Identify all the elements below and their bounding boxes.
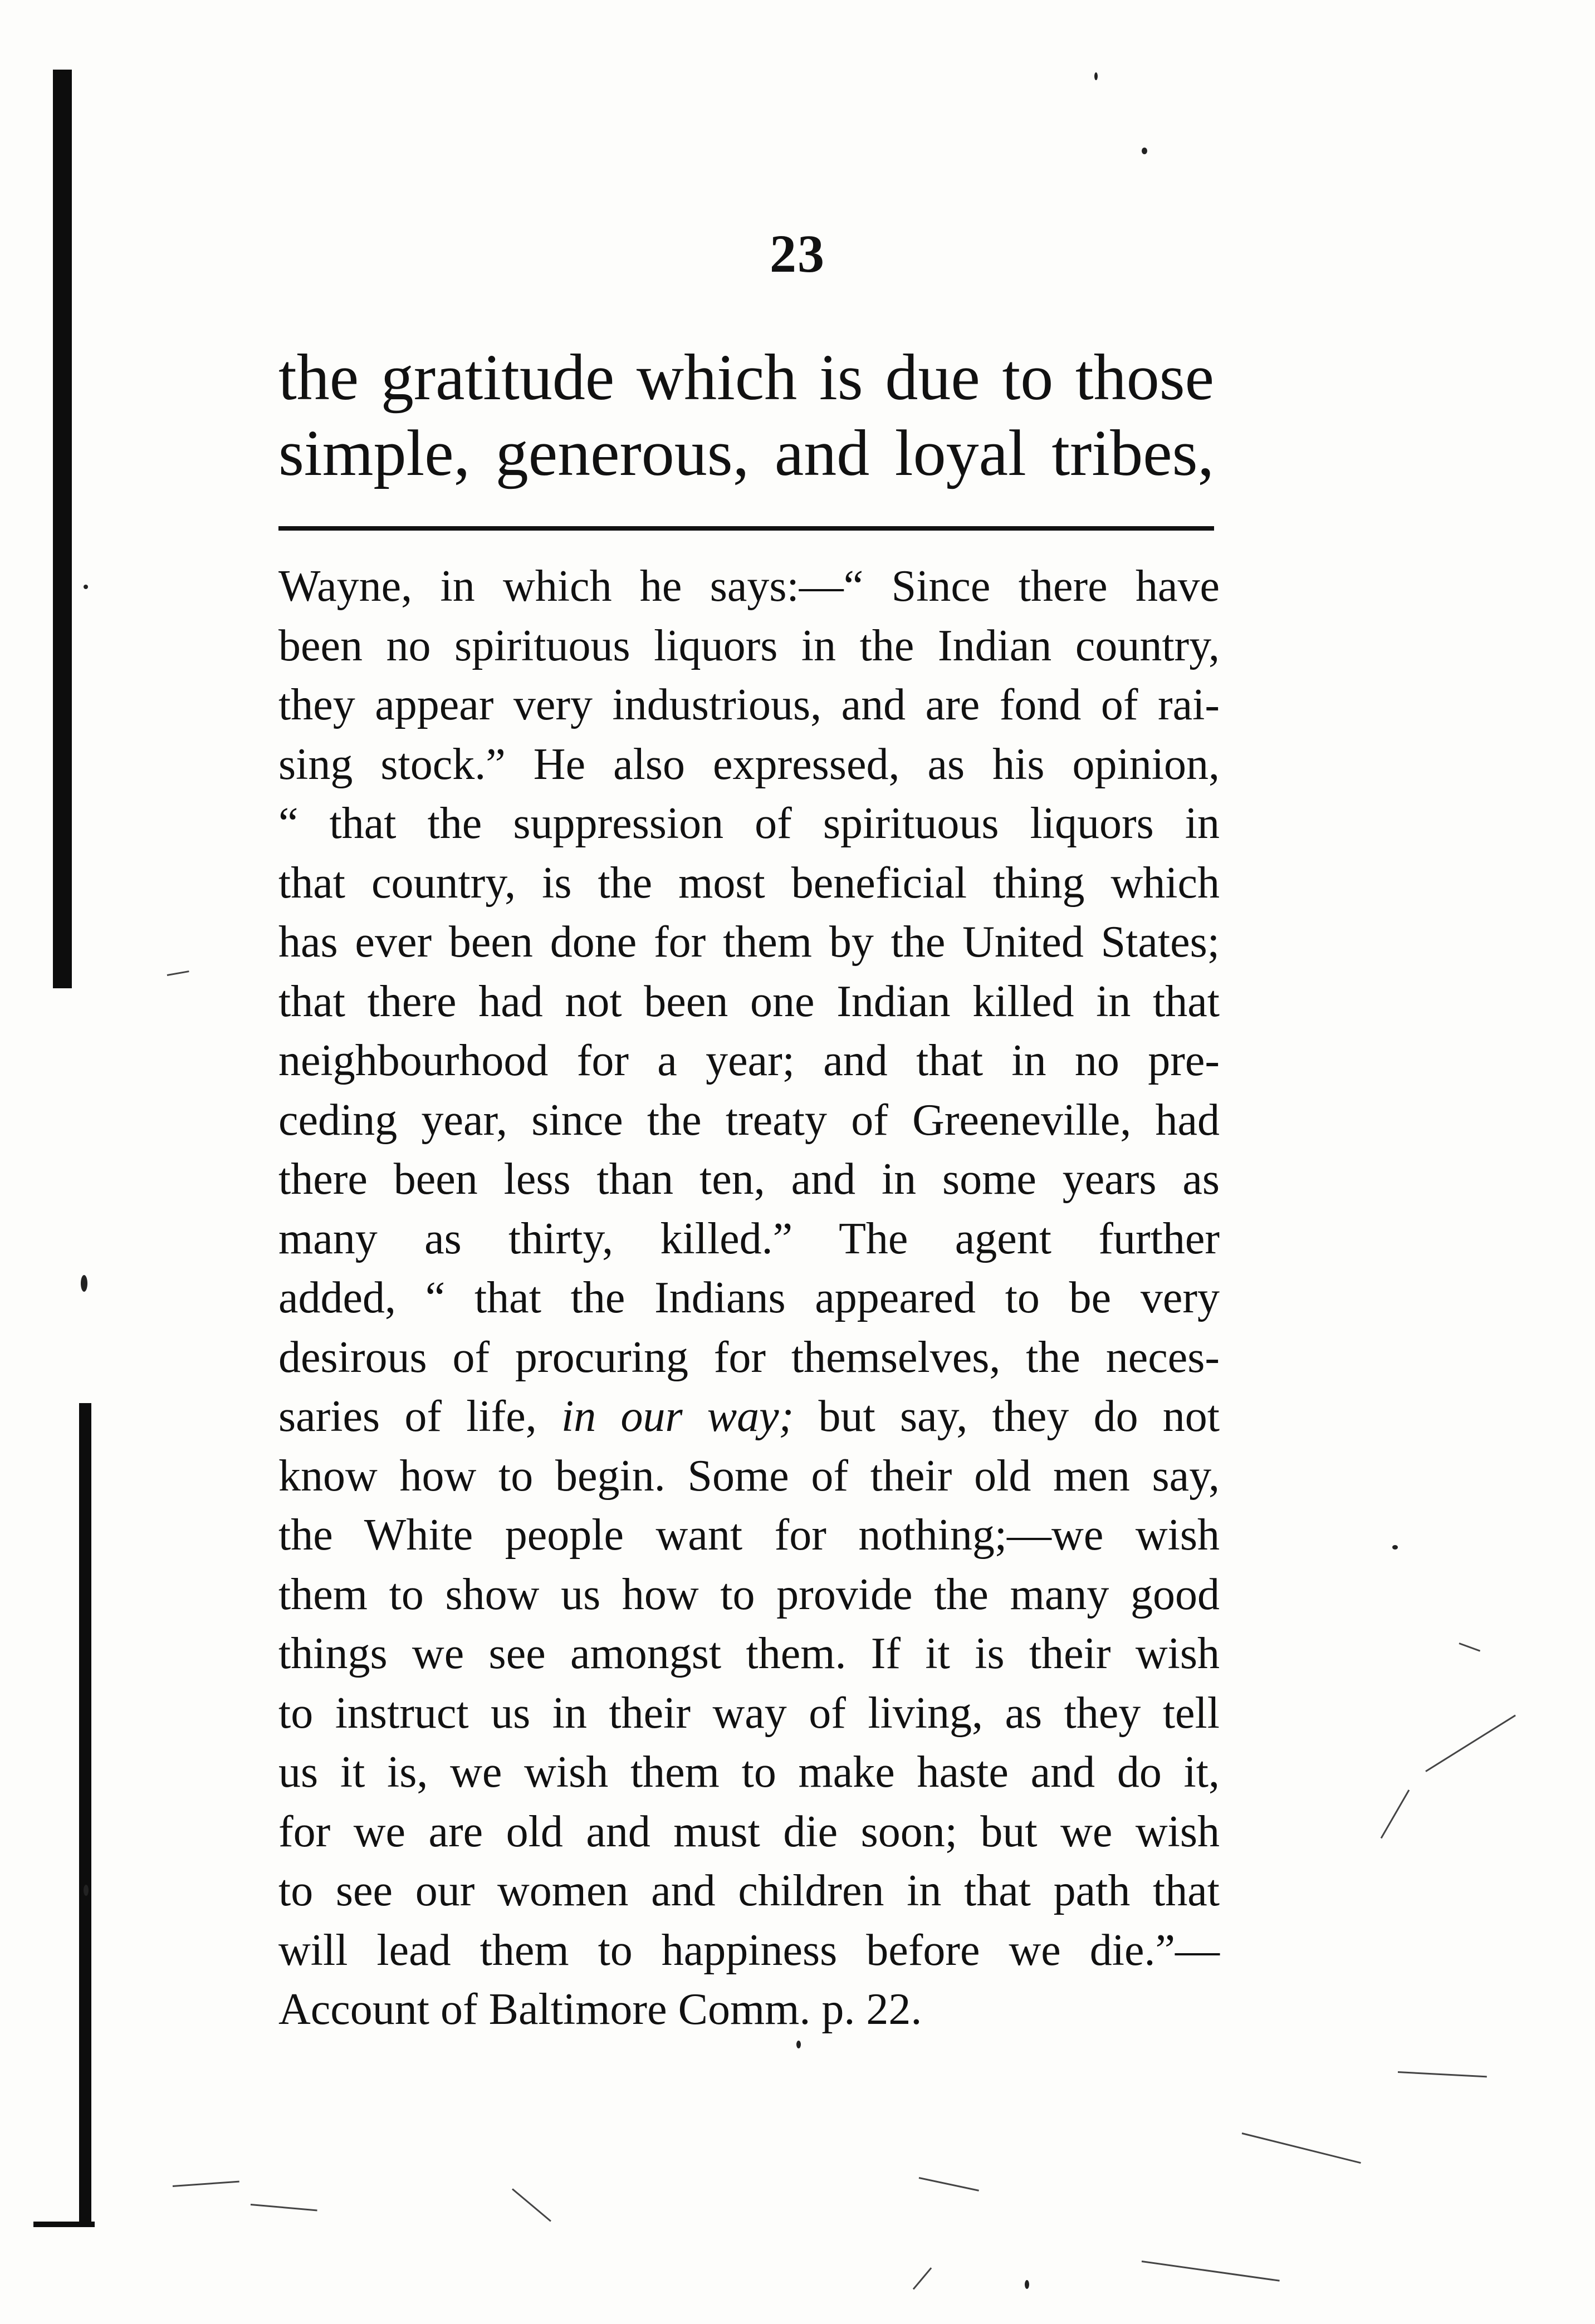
scan-speck (84, 1885, 89, 1896)
footnote-line: neighbourhood for a year; and that in no pre- (278, 1036, 1220, 1085)
footnote-line: sing stock.” He also expressed, as his opinion, (278, 739, 1220, 789)
footnote-block (278, 557, 1220, 2039)
footnote-line: things we see amongst them. If it is their wish (278, 1629, 1220, 1678)
scan-mark (1381, 1789, 1410, 1838)
scan-speck (1094, 72, 1098, 80)
footnote-line: them to show us how to provide the many good (278, 1570, 1220, 1619)
footnote-line: for we are old and must die soon; but we wish (278, 1807, 1220, 1856)
main-text-line: the gratitude which is due to those (278, 341, 1214, 414)
footnote-line: to instruct us in their way of living, as they tell (278, 1688, 1220, 1738)
scan-mark (919, 2177, 979, 2191)
footnote-line: that country, is the most beneficial thing which (278, 858, 1220, 908)
footnote-line: added, “ that the Indians appeared to be very (278, 1273, 1220, 1322)
footnote-rule (278, 526, 1214, 531)
footnote-citation: Account of Baltimore Comm. p. 22. (278, 1985, 922, 2034)
footnote-line: there been less than ten, and in some years as (278, 1155, 1220, 1204)
scan-mark (251, 2204, 317, 2211)
footnote-line: will lead them to happiness before we die.”— (278, 1925, 1220, 1975)
footnote-line: they appear very industrious, and are fond of rai- (278, 680, 1220, 729)
footnote-line: ceding year, since the treaty of Greeneville, had (278, 1095, 1220, 1145)
scan-mark (512, 2188, 551, 2222)
scan-mark (1242, 2132, 1361, 2164)
footnote-line: desirous of procuring for themselves, the neces- (278, 1332, 1220, 1382)
scan-mark (1459, 1643, 1480, 1651)
footnote-line-with-italic (278, 1387, 1220, 1447)
footnote-line: Wayne, in which he says:—“ Since there have (278, 562, 1220, 611)
scan-mark (173, 2181, 239, 2187)
scan-speck (84, 585, 88, 589)
scan-mark (1398, 2071, 1487, 2077)
footnote-line: that there had not been one Indian killed in that (278, 977, 1220, 1026)
scan-speck (796, 2041, 801, 2048)
main-text-block (278, 340, 1214, 491)
footnote-line: know how to begin. Some of their old men say, (278, 1451, 1220, 1501)
main-text-line: simple, generous, and loyal tribes, (278, 416, 1214, 489)
footnote-text: saries of life, (278, 1392, 562, 1441)
binding-shadow-lower (79, 1403, 91, 2227)
footnote-line: many as thirty, killed.” The agent further (278, 1214, 1220, 1263)
scan-mark (1425, 1715, 1516, 1772)
footnote-line: been no spirituous liquors in the Indian country, (278, 621, 1220, 670)
binding-shadow-upper (53, 70, 72, 988)
footnote-italic-phrase: in our way; (561, 1392, 794, 1441)
footnote-line: has ever been done for them by the United States; (278, 918, 1220, 967)
scan-speck (1142, 148, 1147, 154)
page-number: 23 (770, 224, 825, 283)
scan-mark (167, 970, 189, 976)
scan-speck (81, 1275, 87, 1292)
scan-mark (913, 2267, 932, 2289)
footnote-text: but say, they do not (794, 1392, 1220, 1441)
scan-speck (1392, 1545, 1398, 1550)
binding-shadow-foot (33, 2222, 95, 2227)
scan-mark (1142, 2261, 1280, 2282)
footnote-line: “ that the suppression of spirituous liquors in (278, 799, 1220, 848)
footnote-line: us it is, we wish them to make haste and do it, (278, 1748, 1220, 1797)
footnote-line: the White people want for nothing;—we wish (278, 1511, 1220, 1560)
scan-speck (1025, 2280, 1029, 2289)
footnote-line: to see our women and children in that path that (278, 1866, 1220, 1915)
